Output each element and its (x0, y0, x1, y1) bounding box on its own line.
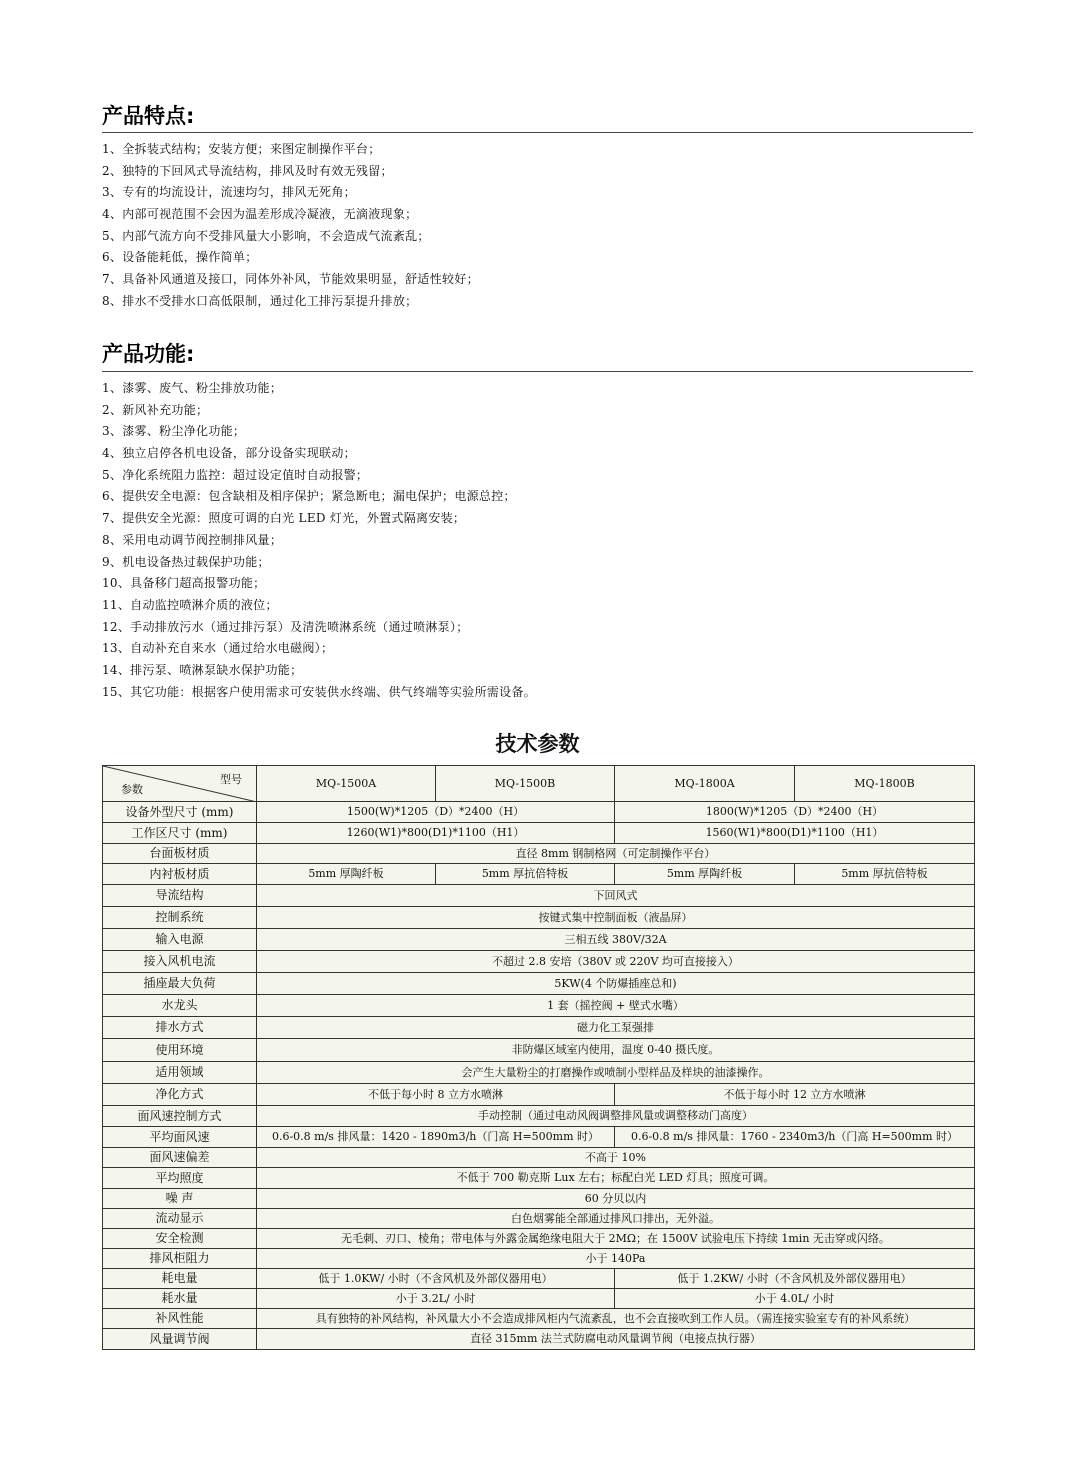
row-value: 直径 8mm 钢制格网（可定制操作平台） (257, 844, 975, 864)
list-item: 1、全拆装式结构；安装方便；来图定制操作平台； (102, 142, 381, 156)
row-value: 5mm 厚陶纤板 (257, 864, 436, 885)
functions-list (102, 378, 536, 703)
corner-param-label: 参数 (121, 782, 143, 796)
row-value: 1260(W1)*800(D1)*1100（H1） (257, 823, 615, 844)
model-header: MQ-1800B (795, 766, 975, 802)
row-value: 0.6-0.8 m/s 排风量：1760 - 2340m3/h（门高 H=500mm 时） (615, 1127, 975, 1148)
table-row (103, 1017, 975, 1039)
row-label: 面风速控制方式 (103, 1106, 257, 1127)
table-row (103, 885, 975, 907)
spec-header-row (103, 766, 975, 802)
list-item: 15、其它功能：根据客户使用需求可安装供水终端、供气终端等实验所需设备。 (102, 684, 537, 699)
row-value: 直径 315mm 法兰式防腐电动风量调节阀（电接点执行器） (257, 1329, 975, 1350)
table-row (103, 1329, 975, 1350)
spec-table (102, 765, 975, 1350)
table-row (103, 1289, 975, 1309)
row-label: 噪 声 (103, 1189, 257, 1209)
row-label: 安全检测 (103, 1229, 257, 1249)
row-label: 耗电量 (103, 1269, 257, 1289)
corner-model-label: 型号 (220, 773, 242, 786)
list-item: 2、新风补充功能； (102, 402, 209, 417)
row-value: 1 套（摇控阀 + 壁式水嘴） (257, 995, 975, 1017)
row-value: 5mm 厚陶纤板 (615, 864, 795, 885)
row-value: 白色烟雾能全部通过排风口排出，无外溢。 (257, 1209, 975, 1229)
table-row (103, 1229, 975, 1249)
spec-corner-cell (103, 766, 257, 802)
row-value: 三相五线 380V/32A (257, 929, 975, 951)
row-label: 台面板材质 (103, 844, 257, 864)
table-row (103, 1168, 975, 1189)
list-item: 11、自动监控喷淋介质的液位； (102, 597, 278, 612)
row-value: 下回风式 (257, 885, 975, 907)
row-label: 平均面风速 (103, 1127, 257, 1148)
list-item: 4、独立启停各机电设备，部分设备实现联动； (102, 446, 356, 461)
row-value: 小于 3.2L/ 小时 (257, 1289, 615, 1309)
table-row (103, 864, 975, 885)
table-row (103, 1084, 975, 1106)
row-value: 无毛刺、刃口、棱角；带电体与外露金属绝缘电阻大于 2MΩ；在 1500V 试验电压下持续 1min 无击穿或闪络。 (257, 1229, 975, 1249)
functions-divider (102, 371, 973, 372)
functions-title: 产品功能: (102, 342, 195, 366)
row-label: 适用领域 (103, 1062, 257, 1084)
row-label: 补风性能 (103, 1309, 257, 1329)
row-label: 流动显示 (103, 1209, 257, 1229)
list-item: 2、独特的下回风式导流结构，排风及时有效无残留； (102, 163, 393, 178)
row-value: 1560(W1)*800(D1)*1100（H1） (615, 823, 975, 844)
table-row (103, 907, 975, 929)
row-value: 磁力化工泵强排 (257, 1017, 975, 1039)
table-row (103, 844, 975, 864)
row-label: 水龙头 (103, 995, 257, 1017)
model-header: MQ-1500A (257, 766, 436, 802)
row-label: 净化方式 (103, 1084, 257, 1106)
table-row (103, 1209, 975, 1229)
spec-table-title: 技术参数 (495, 732, 580, 756)
row-label: 接入风机电流 (103, 951, 257, 973)
row-label: 平均照度 (103, 1168, 257, 1189)
row-value: 5mm 厚抗倍特板 (436, 864, 615, 885)
model-header: MQ-1500B (436, 766, 615, 802)
list-item: 6、设备能耗低，操作简单； (102, 250, 258, 265)
row-value: 1500(W)*1205（D）*2400（H） (257, 802, 615, 823)
row-value: 手动控制（通过电动风阀调整排风量或调整移动门高度） (257, 1106, 975, 1127)
table-row (103, 1062, 975, 1084)
list-item: 3、漆雾、粉尘净化功能； (102, 424, 246, 439)
row-label: 设备外型尺寸 (mm) (103, 802, 257, 823)
table-row (103, 951, 975, 973)
row-label: 风量调节阀 (103, 1329, 257, 1350)
row-value: 非防爆区域室内使用，温度 0-40 摄氏度。 (257, 1039, 975, 1062)
table-row (103, 823, 975, 844)
table-row (103, 802, 975, 823)
table-row (103, 1127, 975, 1148)
row-label: 工作区尺寸 (mm) (103, 823, 257, 844)
table-row (103, 1148, 975, 1168)
list-item: 3、专有的均流设计，流速均匀，排风无死角； (102, 185, 356, 200)
list-item: 13、自动补充自来水（通过给水电磁阀）； (102, 641, 334, 656)
row-label: 内衬板材质 (103, 864, 257, 885)
list-item: 12、手动排放污水（通过排污泵）及清洗喷淋系统（通过喷淋泵）； (102, 619, 469, 634)
row-value: 按键式集中控制面板（液晶屏） (257, 907, 975, 929)
row-label: 排水方式 (103, 1017, 257, 1039)
row-value: 不低于 700 勒克斯 Lux 左右；标配白光 LED 灯具；照度可调。 (257, 1168, 975, 1189)
features-title: 产品特点: (102, 104, 195, 128)
row-value: 低于 1.2KW/ 小时（不含风机及外部仪器用电） (615, 1269, 975, 1289)
row-value: 不低于每小时 12 立方水喷淋 (615, 1084, 975, 1106)
table-row (103, 1269, 975, 1289)
row-label: 插座最大负荷 (103, 973, 257, 995)
row-value: 低于 1.0KW/ 小时（不含风机及外部仪器用电） (257, 1269, 615, 1289)
list-item: 4、内部可视范围不会因为温差形成冷凝液，无滴液现象； (102, 207, 418, 222)
list-item: 8、采用电动调节阀控制排风量； (102, 532, 283, 547)
row-value: 5KW(4 个防爆插座总和) (257, 973, 975, 995)
table-row (103, 973, 975, 995)
list-item: 7、提供安全光源：照度可调的白光 LED 灯光，外置式隔离安装； (102, 511, 466, 526)
list-item: 8、排水不受排水口高低限制，通过化工排污泵提升排放； (102, 293, 418, 308)
row-label: 排风柜阻力 (103, 1249, 257, 1269)
table-row (103, 1106, 975, 1127)
row-value: 不低于每小时 8 立方水喷淋 (257, 1084, 615, 1106)
list-item: 10、具备移门超高报警功能； (102, 576, 266, 591)
list-item: 14、排污泵、喷淋泵缺水保护功能； (102, 662, 303, 677)
row-value: 0.6-0.8 m/s 排风量：1420 - 1890m3/h（门高 H=500mm 时） (257, 1127, 615, 1148)
list-item: 5、净化系统阻力监控：超过设定值时自动报警； (102, 467, 369, 482)
row-label: 耗水量 (103, 1289, 257, 1309)
list-item: 1、漆雾、废气、粉尘排放功能； (102, 381, 283, 395)
row-value: 5mm 厚抗倍特板 (795, 864, 975, 885)
row-value: 1800(W)*1205（D）*2400（H） (615, 802, 975, 823)
features-divider (102, 132, 973, 133)
row-label: 面风速偏差 (103, 1148, 257, 1168)
list-item: 7、具备补风通道及接口，同体外补风，节能效果明显，舒适性较好； (102, 272, 479, 287)
row-label: 使用环境 (103, 1039, 257, 1062)
list-item: 9、机电设备热过载保护功能； (102, 554, 270, 569)
list-item: 6、提供安全电源：包含缺相及相序保护；紧急断电；漏电保护；电源总控； (102, 489, 516, 504)
model-header: MQ-1800A (615, 766, 795, 802)
table-row (103, 1309, 975, 1329)
row-label: 输入电源 (103, 929, 257, 951)
row-value: 小于 4.0L/ 小时 (615, 1289, 975, 1309)
row-label: 导流结构 (103, 885, 257, 907)
row-value: 小于 140Pa (257, 1249, 975, 1269)
row-label: 控制系统 (103, 907, 257, 929)
table-row (103, 995, 975, 1017)
table-row (103, 1039, 975, 1062)
row-value: 具有独特的补风结构，补风量大小不会造成排风柜内气流紊乱，也不会直接吹到工作人员。（需连接实验室专有的补风系统） (257, 1309, 975, 1329)
table-row (103, 1189, 975, 1209)
list-item: 5、内部气流方向不受排风量大小影响，不会造成气流紊乱； (102, 228, 430, 243)
row-value: 60 分贝以内 (257, 1189, 975, 1209)
table-row (103, 1249, 975, 1269)
row-value: 会产生大量粉尘的打磨操作或喷制小型样品及样块的油漆操作。 (257, 1062, 975, 1084)
features-list (102, 139, 479, 313)
row-value: 不高于 10% (257, 1148, 975, 1168)
table-row (103, 929, 975, 951)
row-value: 不超过 2.8 安培（380V 或 220V 均可直接接入） (257, 951, 975, 973)
